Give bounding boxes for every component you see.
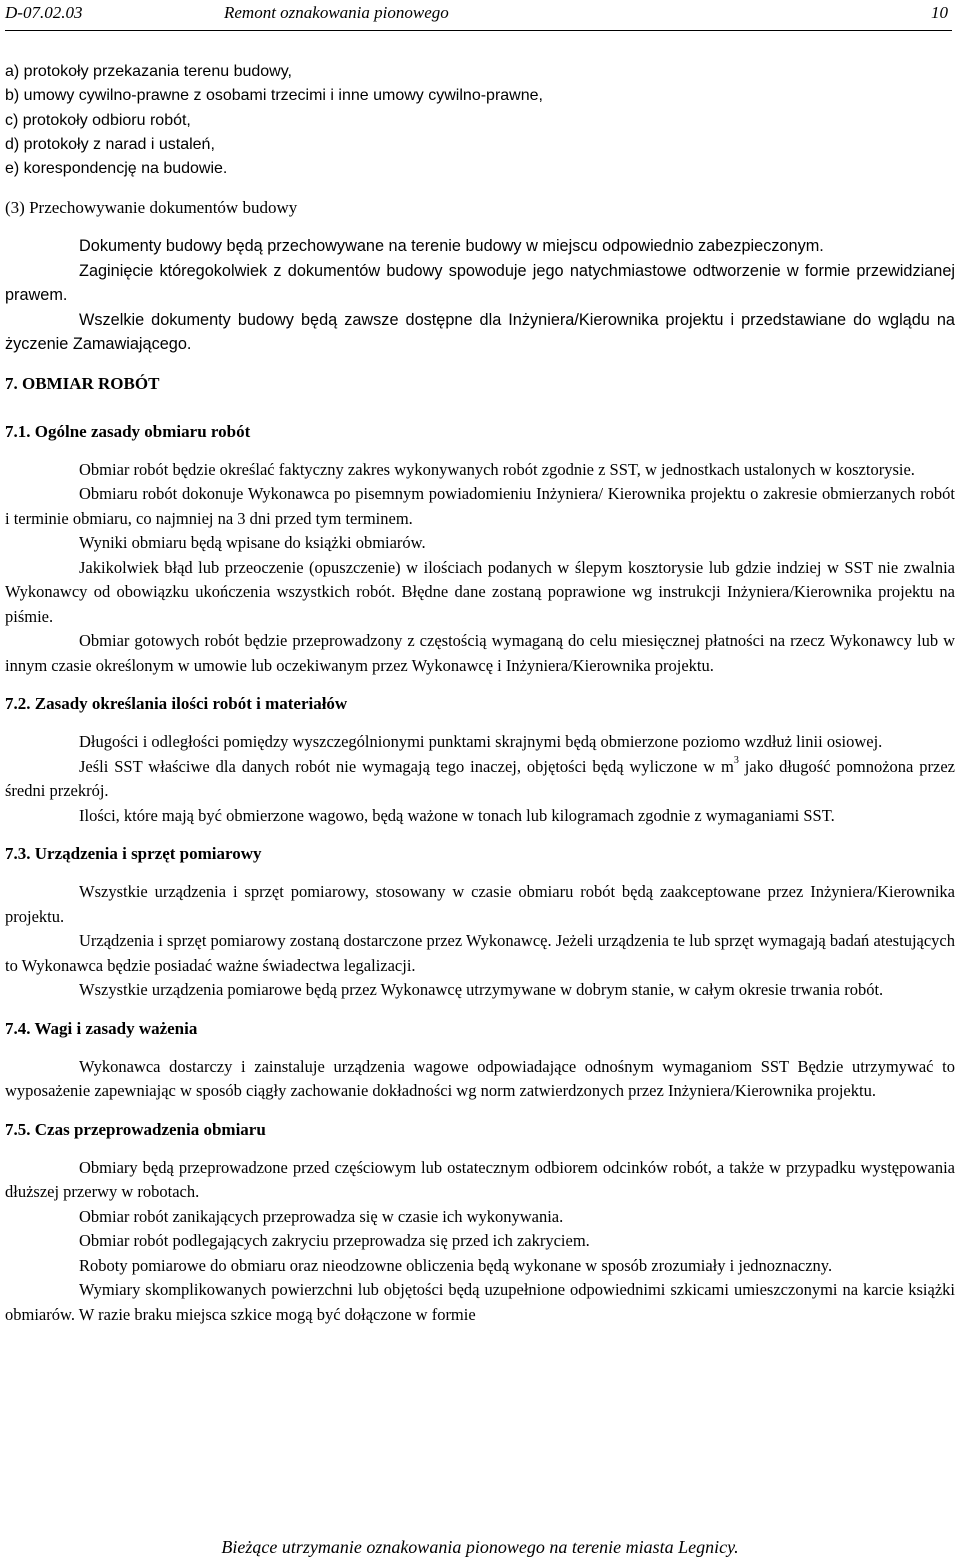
paragraph: Ilości, które mają być obmierzone wagowo, będą ważone w tonach lub kilogramach zgodnie z wymaganiami SST. [79, 805, 835, 825]
superscript: 3 [733, 755, 739, 767]
page-header [5, 0, 952, 31]
section-7-4-heading: 7.4. Wagi i zasady ważenia [5, 1018, 198, 1038]
section-7-2-body [5, 730, 955, 828]
paragraph: Wszelkie dokumenty budowy będą zawsze dostępne dla Inżyniera/Kierownika projektu i przedstawiane do wglądu na życzenie Zamawiającego. [5, 310, 955, 354]
list-item: a) protokoły przekazania terenu budowy, [5, 63, 292, 80]
paragraph: Obmiar robót podlegających zakryciu przeprowadza się przed ich zakryciem. [79, 1231, 590, 1251]
section-7-3-heading: 7.3. Urządzenia i sprzęt pomiarowy [5, 844, 262, 864]
section-7-1-heading: 7.1. Ogólne zasady obmiaru robót [5, 421, 251, 441]
paragraph: Zaginięcie któregokolwiek z dokumentów budowy spowoduje jego natychmiastowe odtworzenie w formie przewidzianej prawem. [5, 261, 955, 305]
section-7-5-heading: 7.5. Czas przeprowadzenia obmiaru [5, 1119, 266, 1139]
section-3-heading: (3) Przechowywanie dokumentów budowy [5, 198, 298, 218]
section-7-3-body [5, 880, 955, 1003]
document-title: Remont oznakowania pionowego [224, 3, 449, 22]
paragraph: Obmiary będą przeprowadzone przed częściowym lub ostatecznym odbiorem odcinków robót, a także w przypadku występowania dłuższej przerwy w robotach. [5, 1157, 955, 1202]
section-7-1-body [5, 458, 955, 679]
paragraph [5, 755, 955, 804]
list-item: d) protokoły z narad i ustaleń, [5, 135, 215, 153]
paragraph: Wszystkie urządzenia i sprzęt pomiarowy, stosowany w czasie obmiaru robót będą zaakceptowane przez Inżyniera/Kierownika projektu. [5, 882, 955, 926]
list-item: c) protokoły odbioru robót, [5, 111, 191, 129]
paragraph: Urządzenia i sprzęt pomiarowy zostaną dostarczone przez Wykonawcę. Jeżeli urządzenia te lub sprzęt wymagają badań atestujących to Wykonawca będzie posiadać ważne świadectwa legalizacji. [5, 931, 955, 975]
section-7-5-body [5, 1156, 955, 1328]
list-item: e) korespondencję na budowie. [5, 160, 228, 178]
paragraph: Obmiar robót zanikających przeprowadza się w czasie ich wykonywania. [79, 1206, 564, 1226]
paragraph: Obmiaru robót dokonuje Wykonawca po pisemnym powiadomieniu Inżyniera/ Kierownika projektu o zakresie obmierzanych robót i terminie obmiaru, co najmniej na 3 dni przed tym terminem. [5, 484, 955, 528]
paragraph: Długości i odległości pomiędzy wyszczególnionymi punktami skrajnymi będą obmierzone poziomo wzdłuż linii osiowej. [79, 732, 883, 752]
page-body [5, 60, 955, 1327]
page-footer: Bieżące utrzymanie oznakowania pionowego na terenie miasta Legnicy. [221, 1537, 739, 1557]
document-code: D-07.02.03 [5, 3, 83, 22]
page-number: 10 [931, 3, 948, 22]
section-7-heading: 7. OBMIAR ROBÓT [5, 373, 160, 393]
section-7-2-heading: 7.2. Zasady określania ilości robót i materiałów [5, 694, 348, 714]
section-7-4-body [5, 1055, 955, 1104]
paragraph: Wykonawca dostarczy i zainstaluje urządzenia wagowe odpowiadające odnośnym wymaganiom SST Będzie utrzymywać to wyposażenie zapewniając w sposób ciągły zachowanie dokładności wg norm zatwierdzonych przez Inżyniera/Kierownika projektu. [5, 1056, 955, 1101]
paragraph: Roboty pomiarowe do obmiaru oraz nieodzowne obliczenia będą wykonane w sposób zrozumiały i jednoznaczny. [79, 1255, 833, 1275]
list-item: b) umowy cywilno-prawne z osobami trzecimi i inne umowy cywilno-prawne, [5, 87, 543, 105]
paragraph: Obmiar gotowych robót będzie przeprowadzony z częstością wymaganą do celu miesięcznej płatności na rzecz Wykonawcy lub w innym czasie określonym w umowie lub oczekiwanym przez Wykonawcę i Inżyniera/Kierownika projektu. [5, 631, 955, 675]
paragraph: Jakikolwiek błąd lub przeoczenie (opuszczenie) w ilościach podanych w ślepym kosztorysie lub gdzie indziej w SST nie zwalnia Wykonawcy od obowiązku ukończenia wszystkich robót. Błędne dane zostaną poprawione wg instrukcji Inżyniera/Kierownika projektu na piśmie. [5, 557, 955, 626]
paragraph: Wyniki obmiaru będą wpisane do książki obmiarów. [79, 533, 426, 553]
paragraph: Dokumenty budowy będą przechowywane na terenie budowy w miejscu odpowiednio zabezpieczonym. [79, 237, 824, 256]
document-list [5, 60, 955, 181]
paragraph-text: Jeśli SST właściwe dla danych robót nie wymagają tego inaczej, objętości będą wyliczone w m [79, 756, 734, 776]
paragraph: Wszystkie urządzenia pomiarowe będą przez Wykonawcę utrzymywane w dobrym stanie, w całym okresie trwania robót. [79, 980, 884, 1000]
section-3-body [5, 234, 955, 357]
paragraph: Wymiary skomplikowanych powierzchni lub objętości będą uzupełnione odpowiednimi szkicami umieszczonymi na karcie książki obmiarów. W razie braku miejsca szkice mogą być dołączone w formie [5, 1280, 955, 1324]
paragraph-text: jako długość pomnożona przez średni przekrój. [5, 756, 955, 801]
paragraph: Obmiar robót będzie określać faktyczny zakres wykonywanych robót zgodnie z SST, w jednostkach ustalonych w kosztorysie. [79, 459, 915, 479]
